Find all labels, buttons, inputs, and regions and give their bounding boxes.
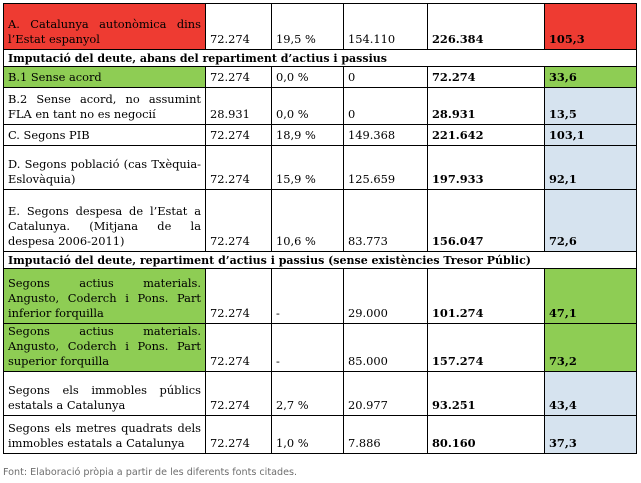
- cell-pct-gdp: 37,3: [545, 416, 637, 454]
- cell-imputed-debt: 7.886: [344, 416, 428, 454]
- row-label-assets-upper: Segons actius materials. Angusto, Coderch i Pons. Part superior forquilla: [4, 324, 206, 372]
- cell-pct-gdp: 73,2: [545, 324, 637, 372]
- debt-allocation-table: [3, 3, 637, 454]
- table-row: [4, 416, 637, 454]
- table-row: [4, 190, 637, 252]
- table-row: [4, 269, 637, 324]
- cell-tresor: 72.274: [206, 125, 272, 146]
- cell-percentage: 15,9 %: [272, 146, 344, 190]
- table-row: [4, 67, 637, 88]
- row-label-c: C. Segons PIB: [4, 125, 206, 146]
- cell-tresor: 72.274: [206, 190, 272, 252]
- cell-imputed-debt: 85.000: [344, 324, 428, 372]
- cell-percentage: 0,0 %: [272, 88, 344, 125]
- cell-pct-gdp: 13,5: [545, 88, 637, 125]
- section-header: [4, 50, 637, 67]
- cell-imputed-debt: 83.773: [344, 190, 428, 252]
- row-label-assets-lower: Segons actius materials. Angusto, Coderch i Pons. Part inferior forquilla: [4, 269, 206, 324]
- cell-tresor: 72.274: [206, 324, 272, 372]
- row-label-e: E. Segons despesa de l’Estat a Catalunya. (Mitjana de la despesa 2006-2011): [4, 190, 206, 252]
- cell-tresor: 28.931: [206, 88, 272, 125]
- cell-pct-gdp: 103,1: [545, 125, 637, 146]
- table-row: [4, 324, 637, 372]
- cell-imputed-debt: 125.659: [344, 146, 428, 190]
- section-title: Imputació del deute, abans del repartiment d’actius i passius: [4, 50, 637, 67]
- cell-total-debt: 80.160: [428, 416, 545, 454]
- cell-pct-gdp: 47,1: [545, 269, 637, 324]
- cell-imputed-debt: 149.368: [344, 125, 428, 146]
- row-label-b2: B.2 Sense acord, no assumint FLA en tant no es negocií: [4, 88, 206, 125]
- section-header: [4, 252, 637, 269]
- cell-tresor: 72.274: [206, 146, 272, 190]
- cell-pct-gdp: 43,4: [545, 372, 637, 416]
- cell-percentage: 2,7 %: [272, 372, 344, 416]
- cell-tresor: 72.274: [206, 372, 272, 416]
- table-row: [4, 125, 637, 146]
- cell-total-debt: 72.274: [428, 67, 545, 88]
- section-title: Imputació del deute, repartiment d’actius i passius (sense existències Tresor Públic): [4, 252, 637, 269]
- table-row: [4, 372, 637, 416]
- row-label-b1: B.1 Sense acord: [4, 67, 206, 88]
- cell-percentage: 19,5 %: [272, 4, 344, 50]
- cell-imputed-debt: 154.110: [344, 4, 428, 50]
- cell-total-debt: 226.384: [428, 4, 545, 50]
- cell-percentage: 10,6 %: [272, 190, 344, 252]
- cell-percentage: 0,0 %: [272, 67, 344, 88]
- cell-total-debt: 221.642: [428, 125, 545, 146]
- row-label-square-meters: Segons els metres quadrats dels immobles estatals a Catalunya: [4, 416, 206, 454]
- cell-pct-gdp: 33,6: [545, 67, 637, 88]
- cell-total-debt: 197.933: [428, 146, 545, 190]
- cell-percentage: -: [272, 269, 344, 324]
- table-row: [4, 88, 637, 125]
- cell-imputed-debt: 20.977: [344, 372, 428, 416]
- cell-total-debt: 157.274: [428, 324, 545, 372]
- table-row: [4, 146, 637, 190]
- cell-tresor: 72.274: [206, 4, 272, 50]
- row-label-d: D. Segons població (cas Txèquia-Eslovàquia): [4, 146, 206, 190]
- table-row: [4, 4, 637, 50]
- cell-total-debt: 28.931: [428, 88, 545, 125]
- cell-imputed-debt: 29.000: [344, 269, 428, 324]
- cell-tresor: 72.274: [206, 416, 272, 454]
- cell-percentage: 1,0 %: [272, 416, 344, 454]
- cell-total-debt: 93.251: [428, 372, 545, 416]
- cell-percentage: 18,9 %: [272, 125, 344, 146]
- row-label-public-buildings: Segons els immobles públics estatals a Catalunya: [4, 372, 206, 416]
- cell-percentage: -: [272, 324, 344, 372]
- source-note: Font: Elaboració pròpia a partir de les diferents fonts citades.: [3, 467, 298, 478]
- cell-tresor: 72.274: [206, 67, 272, 88]
- cell-imputed-debt: 0: [344, 88, 428, 125]
- cell-pct-gdp: 105,3: [545, 4, 637, 50]
- cell-total-debt: 101.274: [428, 269, 545, 324]
- row-label-a: A. Catalunya autonòmica dins l’Estat espanyol: [4, 4, 206, 50]
- cell-pct-gdp: 92,1: [545, 146, 637, 190]
- cell-imputed-debt: 0: [344, 67, 428, 88]
- cell-pct-gdp: 72,6: [545, 190, 637, 252]
- cell-tresor: 72.274: [206, 269, 272, 324]
- cell-total-debt: 156.047: [428, 190, 545, 252]
